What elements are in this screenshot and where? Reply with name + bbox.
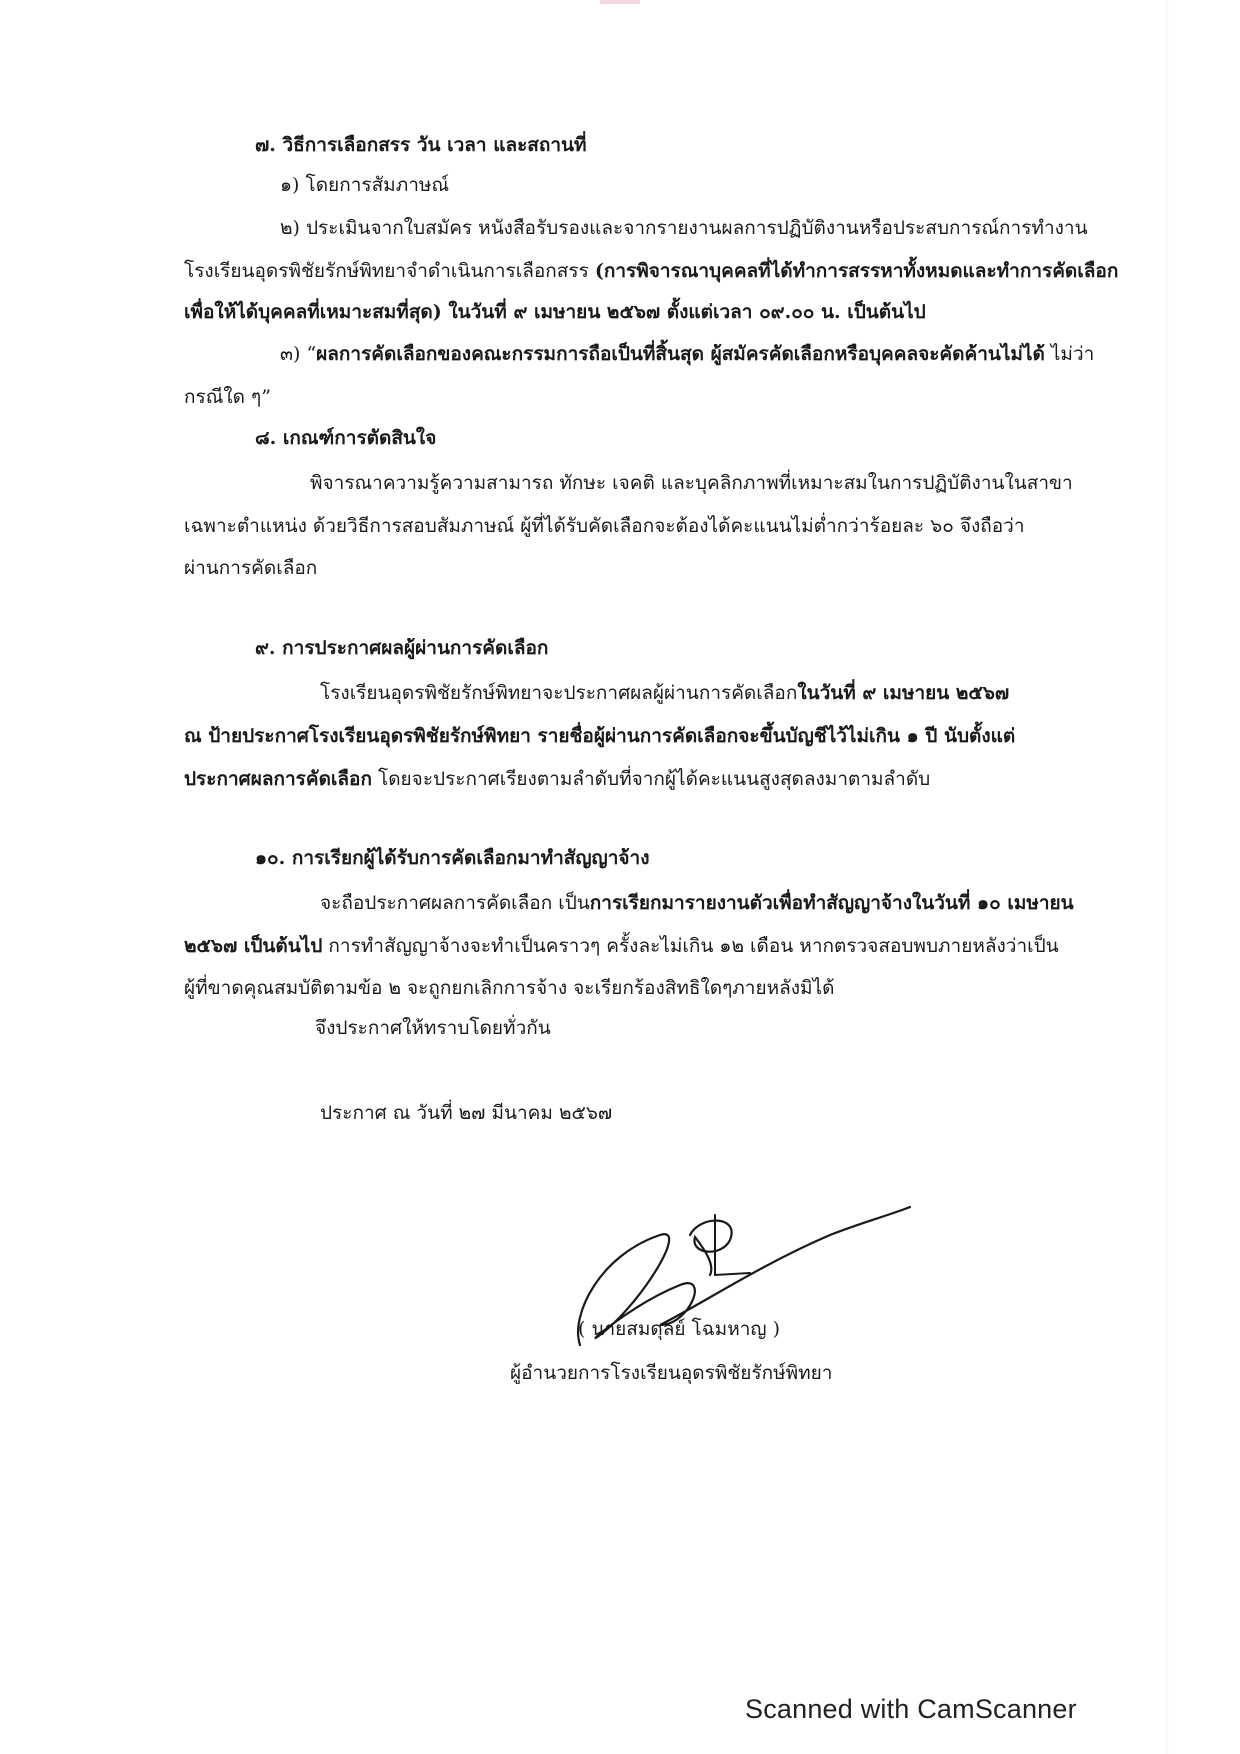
section-7-item-3-line-1	[280, 341, 1094, 367]
section-7-item-3-suffix: ไม่ว่า	[1044, 343, 1095, 365]
section-7-item-2-line-3-bold-b: ตั้งแต่เวลา ๐๙.๐๐ น. เป็นต้นไป	[666, 301, 926, 323]
camscanner-watermark: Scanned with CamScanner	[745, 1694, 1077, 1724]
section-9-line-2: ณ ป้ายประกาศโรงเรียนอุดรพิชัยรักษ์พิทยา รายชื่อผู้ผ่านการคัดเลือกจะขึ้นบัญชีไว้ไม่เกิน ๑ ปี นับตั้งแต่	[184, 725, 1016, 747]
section-10-line-2-text: การทำสัญญาจ้างจะทำเป็นคราวๆ ครั้งละไม่เกิน ๑๒ เดือน หากตรวจสอบพบภายหลังว่าเป็น	[322, 935, 1059, 957]
section-9-line-3-bold: ประกาศผลการคัดเลือก	[184, 768, 372, 790]
section-10-line-2	[184, 933, 1059, 959]
section-10-line-1-bold: การเรียกมารายงานตัวเพื่อทำสัญญาจ้างในวันที่ ๑๐ เมษายน	[589, 892, 1074, 914]
section-7-item-2-line-2-text: โรงเรียนอุดรพิชัยรักษ์พิทยาจำดำเนินการเลือกสรร	[184, 260, 595, 282]
section-7-item-2-line-1: ๒) ประเมินจากใบสมัคร หนังสือรับรองและจากรายงานผลการปฏิบัติงานหรือประสบการณ์การทำงาน	[280, 217, 1088, 239]
section-10-line-1-text: จะถือประกาศผลการคัดเลือก เป็น	[320, 892, 590, 914]
section-9-line-3-text: โดยจะประกาศเรียงตามลำดับที่จากผู้ได้คะแนนสูงสุดลงมาตามลำดับ	[371, 768, 931, 790]
section-7-item-2-line-2-bold: (การพิจารณาบุคคลที่ได้ทำการสรรหาทั้งหมดและทำการคัดเลือก	[594, 260, 1119, 282]
closing-statement: จึงประกาศให้ทราบโดยทั่วกัน	[315, 1017, 551, 1039]
section-10-line-3: ผู้ที่ขาดคุณสมบัติตามข้อ ๒ จะถูกยกเลิกการจ้าง จะเรียกร้องสิทธิใดๆภายหลังมิได้	[184, 977, 835, 999]
section-10-heading: ๑๐. การเรียกผู้ได้รับการคัดเลือกมาทำสัญญาจ้าง	[255, 847, 650, 869]
signatory-position: ผู้อำนวยการโรงเรียนอุดรพิชัยรักษ์พิทยา	[510, 1362, 833, 1384]
scan-artifact	[600, 0, 640, 4]
section-9-line-1-bold: ในวันที่ ๙ เมษายน ๒๕๖๗	[797, 682, 1010, 704]
section-9-line-1-text: โรงเรียนอุดรพิชัยรักษ์พิทยาจะประกาศผลผู้ผ่านการคัดเลือก	[320, 682, 798, 704]
section-7-item-3-prefix: ๓) “	[280, 343, 317, 365]
section-7-item-3-line-2: กรณีใด ๆ”	[184, 386, 271, 408]
section-9-heading: ๙. การประกาศผลผู้ผ่านการคัดเลือก	[255, 637, 549, 659]
section-7-item-2-line-2	[184, 258, 1118, 284]
section-8-line-1: พิจารณาความรู้ความสามารถ ทักษะ เจคติ และบุคลิกภาพที่เหมาะสมในการปฏิบัติงานในสาขา	[310, 472, 1073, 494]
section-10-line-1	[320, 890, 1074, 916]
section-10-line-2-bold: ๒๕๖๗ เป็นต้นไป	[184, 935, 323, 957]
signatory-name: ( นายสมดุลย์ โฉมหาญ )	[578, 1318, 781, 1340]
announcement-date: ประกาศ ณ วันที่ ๒๗ มีนาคม ๒๕๖๗	[320, 1102, 613, 1124]
section-9-line-1	[320, 680, 1009, 706]
section-8-heading: ๘. เกณฑ์การตัดสินใจ	[255, 427, 437, 449]
section-8-line-2: เฉพาะตำแหน่ง ด้วยวิธีการสอบสัมภาษณ์ ผู้ที่ได้รับคัดเลือกจะต้องได้คะแนนไม่ต่ำกว่าร้อยละ ๖๐ จึงถือว่า	[184, 515, 1025, 537]
page-edge-shadow	[1166, 0, 1170, 1754]
section-8-line-3: ผ่านการคัดเลือก	[184, 557, 318, 579]
section-7-heading: ๗. วิธีการเลือกสรร วัน เวลา และสถานที่	[255, 134, 587, 156]
section-7-item-3-bold: ผลการคัดเลือกของคณะกรรมการถือเป็นที่สิ้นสุด ผู้สมัครคัดเลือกหรือบุคคลจะคัดค้านไม่ได้	[316, 343, 1045, 365]
section-7-item-2-line-3-bold-a: เพื่อให้ได้บุคคลที่เหมาะสมที่สุด) ในวันที่ ๙ เมษายน ๒๕๖๗	[184, 301, 667, 323]
section-7-item-2-line-3	[184, 299, 926, 325]
section-7-item-1: ๑) โดยการสัมภาษณ์	[280, 174, 450, 196]
section-9-line-3	[184, 766, 930, 792]
